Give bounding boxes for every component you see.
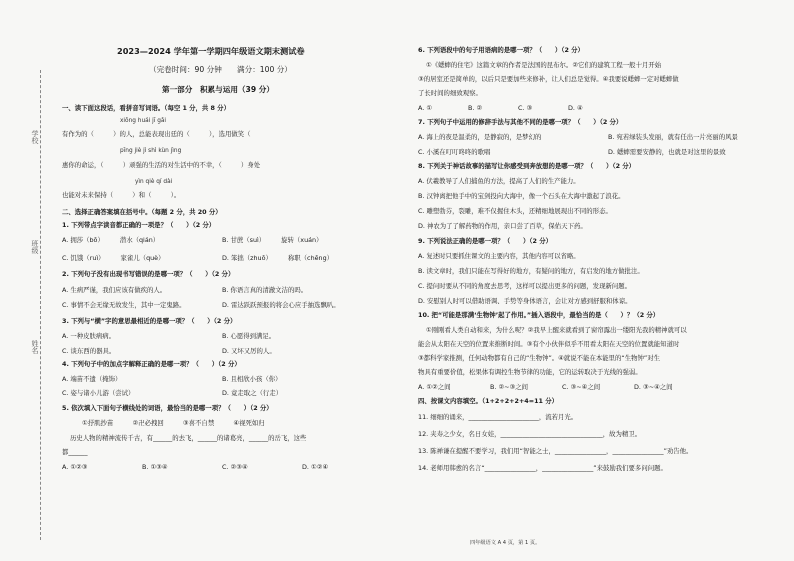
question-6-option-b: B. ②: [468, 104, 483, 112]
section-one-heading: 一、读下面这段话，看拼音写词语。（每空 1 分，共 8 分）: [62, 104, 230, 112]
text-line-1: 有作为的（ ）的人，总能表现出廷的（ ），选用做笑（: [62, 130, 251, 138]
question-8-option-d: D. 神农为了了解药物的作用，亲口尝了百草，保佑天下药。: [418, 222, 587, 230]
pinyin-line-3: yìn qiè qí dài: [135, 179, 173, 185]
part-one-heading: 第一部分 积累与运用（39 分）: [162, 85, 274, 94]
binding-label-name: 姓名: [31, 340, 39, 354]
question-1-option-a: A. 拥莎（bō） 潜水（qián）: [62, 236, 160, 244]
question-8: 8. 下列关于神话故事的描写让你感受到奔放想的是哪一项？（ ）（2 分）: [418, 162, 636, 170]
question-5-option-c: C. ②③④: [222, 463, 248, 471]
question-4: 4. 下列句子中的加点字解释正确的是哪一项？（ ）（2 分）: [62, 360, 241, 368]
question-8-option-c: C. 雕塑勃芬，裂雕，难不仅握住木头，还精细地展现出不同的形态。: [418, 207, 612, 215]
question-10: 10. 把“可能是那满‘生物钟’起了作用。”插入语段中，最恰当的是（ ）？（2 分）: [418, 311, 660, 319]
question-7-option-b: B. 宛若绿装头发丽，就有任出一片亮丽的风景: [608, 133, 738, 141]
pinyin-line-2: pīng jiè jì shì kùn jìng: [120, 148, 182, 154]
question-10-option-c: C. ③~④之间: [562, 383, 601, 391]
section-four-heading: 四、按课文内容填空。（1+2+2+2+4=11 分）: [418, 397, 559, 405]
binding-label-school: 学校: [31, 130, 39, 144]
exam-subtitle: （完卷时间：90 分钟 满分：100 分）: [149, 65, 292, 74]
question-6: 6. 下列语段中的句子用语病的是哪一项？（ ）（2 分）: [418, 46, 584, 54]
binding-label-class: 班级: [31, 240, 39, 254]
question-1-option-c: C. 饥饿（ruì） 家雀儿（què）: [62, 254, 165, 262]
question-10-option-b: B. ②~③之间: [490, 383, 529, 391]
section-two-heading: 二、选择正确答案填在括号中。（每题 2 分，共 20 分）: [62, 208, 222, 216]
fill-question-12: 12. 夹寿之少女，名日女娃，________________________________，故为精卫。: [418, 430, 642, 438]
question-10-option-a: A. ①②之间: [418, 383, 451, 391]
question-8-option-a: A. 伏羲教导了人们捕鱼的方法，提高了人们的生产能力。: [418, 177, 580, 185]
question-1-option-d: D. 笨拙（zhuō） 称职（chēng）: [222, 254, 334, 262]
question-6-option-c: C. ③: [518, 104, 533, 112]
question-4-option-c: C. 姿与诸小儿游（尝试）: [62, 389, 135, 397]
question-10-passage-line-4: 物具有重要价值，松果体有调控生物节律的功能，它的运转取决于光线的强弱。: [418, 368, 642, 376]
question-7: 7. 下列句子中运用的修辞手法与其他不同的是哪一项？（ ）（2 分）: [418, 118, 623, 126]
binding-margin: [14, 40, 40, 520]
question-1-option-b: B. 甘蔗（suì） 旋转（xuán）: [222, 236, 323, 244]
question-9-option-a: A. 复述时只要抓住课文的主要内容，其他内容可以省略。: [418, 252, 580, 260]
question-10-passage-line-3: ③都科学家推测，任何动物都有自己的“生物钟”。④就说不能在本能里的“生物钟”对生: [418, 354, 660, 362]
question-4-option-a: A. 端苗不遗（掩饰）: [62, 375, 122, 383]
question-2-option-b: B. 你语言真的清澈文洁的吗。: [222, 286, 308, 294]
question-5-passage-line-2: 都______: [62, 448, 88, 456]
question-7-option-d: D. 蟋蟀需要安静的，也就是对这里的景致: [608, 148, 726, 156]
fill-question-11: 11. 细细的诵来，______________________，流若月光。: [418, 413, 578, 421]
question-2-option-d: D. 雷达跃跃预报的将会心应手抽选飘叭。: [222, 301, 340, 309]
question-10-passage-line-2: 能会从太阳在天空的位置来推断时间。③有个小伙伴似乎不用看太阳在天空的位置就能知道时: [418, 340, 680, 348]
question-5: 5. 依次填入下面句子横线处的词语，最恰当的是哪一项？（ ）（2 分）: [62, 404, 273, 412]
question-3-option-b: B. 心愿得到满足。: [222, 332, 276, 340]
question-6-passage-line-3: 了长时间的细致观察。: [418, 89, 482, 97]
question-4-option-b: B. 且相欣小孩（你）: [222, 375, 282, 383]
question-1: 1. 下列带点字读音都正确的一项是？（ ）（2 分）: [62, 221, 216, 229]
pinyin-line-1: xiōng huái jī gǎi: [120, 118, 167, 124]
question-5-option-a: A. ①②③: [62, 463, 88, 471]
question-2-option-a: A. 生病严谨，我们应该有做疾的人。: [62, 286, 167, 294]
page-footer: 四年级语文 A 4 页，第 1 页。: [470, 540, 541, 546]
question-8-option-b: B. 汉钟离把他手中的宝剑投向大海中，像一个石头在大海中激起了浪花。: [418, 192, 625, 200]
question-6-option-a: A. ①: [418, 104, 433, 112]
question-2: 2. 下列句子没有出现书写错误的是哪一项？（ ）（2 分）: [62, 270, 235, 278]
question-10-passage-line-1: ①刚刚看人类自动和来，为什么呢？②我早上醒来就看到了窗帘露出一缕阳光我的精神就可以: [426, 326, 687, 334]
question-9-option-c: C. 提问时要从不同的角度去思考，这样可以提出更多的问题，发现新问题。: [418, 282, 632, 290]
fill-question-14: 14. 老师用韩愈的名言“________________，________________”来鼓励我们要多问问题。: [418, 464, 667, 472]
question-6-passage-line-2: ③的居室还是简单的，以后只是要加些来修补，让人们总是觉得。④我要说蟋蟀一定对蟋蟀做: [418, 75, 679, 83]
question-6-option-d: D. ④: [568, 104, 583, 112]
question-9: 9. 下列说法正确的是哪一项？（ ）（2 分）: [418, 237, 552, 245]
question-6-passage-line-1: ①《蟋蟀的住宅》这篇文章的作者是法国的昆布尔。②它们的建筑工程一般十月开始: [426, 61, 662, 69]
question-3-option-d: D. 又坏又厉的人。: [222, 347, 276, 355]
exam-title: 2023—2024 学年第一学期四年级语文期末测试卷: [117, 46, 305, 56]
text-line-3: 也能对未来保持（ ）和（ ）。: [62, 191, 181, 199]
question-3: 3. 下列与“横”字的意思最相近的是哪一项？（ ）（2 分）: [62, 317, 237, 325]
question-5-passage-line-1: 历史人物的精神流传千古，有______的去飞，______的诸葛亮，______的岳飞，这些: [70, 434, 307, 442]
question-5-option-d: D. ①②④: [302, 463, 329, 471]
text-line-2: 惠你的命运，（ ）顽强的生活的对生活中的不幸，（ ）身处: [62, 161, 261, 169]
fill-question-13: 13. 陈禅谦在提醒不要学习，我们用“智能之士，________________，________________”劝告他。: [418, 447, 693, 455]
question-9-option-b: B. 读文章时，我们只能在写得好的地方，有疑问的地方，有启发的地方做批注。: [418, 267, 644, 275]
question-3-option-a: A. 一种皮肤病病。: [62, 332, 116, 340]
question-3-option-c: C. 谈东西的器具。: [62, 347, 116, 355]
question-4-option-d: D. 竟走取之（行走）: [222, 389, 283, 397]
question-7-option-a: A. 海上的夜是温柔的，是静寂的，是梦幻的: [418, 133, 542, 141]
question-9-option-d: D. 安慰别人时可以借助语调、手势等身体语言，会让对方感到舒服和体谅。: [418, 297, 632, 305]
binding-dashed-line: [40, 70, 41, 540]
question-2-option-c: C. 事情不会无缘无故发生，其中一定鬼路。: [62, 301, 186, 309]
question-5-word-options: ①抒肌抄苗 ②卍必拽回 ③喜不自禁 ④视死如归: [82, 419, 265, 427]
question-5-option-b: B. ①③④: [142, 463, 168, 471]
question-7-option-c: C. 小溪在叮叮咚咚的歌唱: [418, 148, 491, 156]
question-10-option-d: D. ③~④之间: [634, 383, 673, 391]
